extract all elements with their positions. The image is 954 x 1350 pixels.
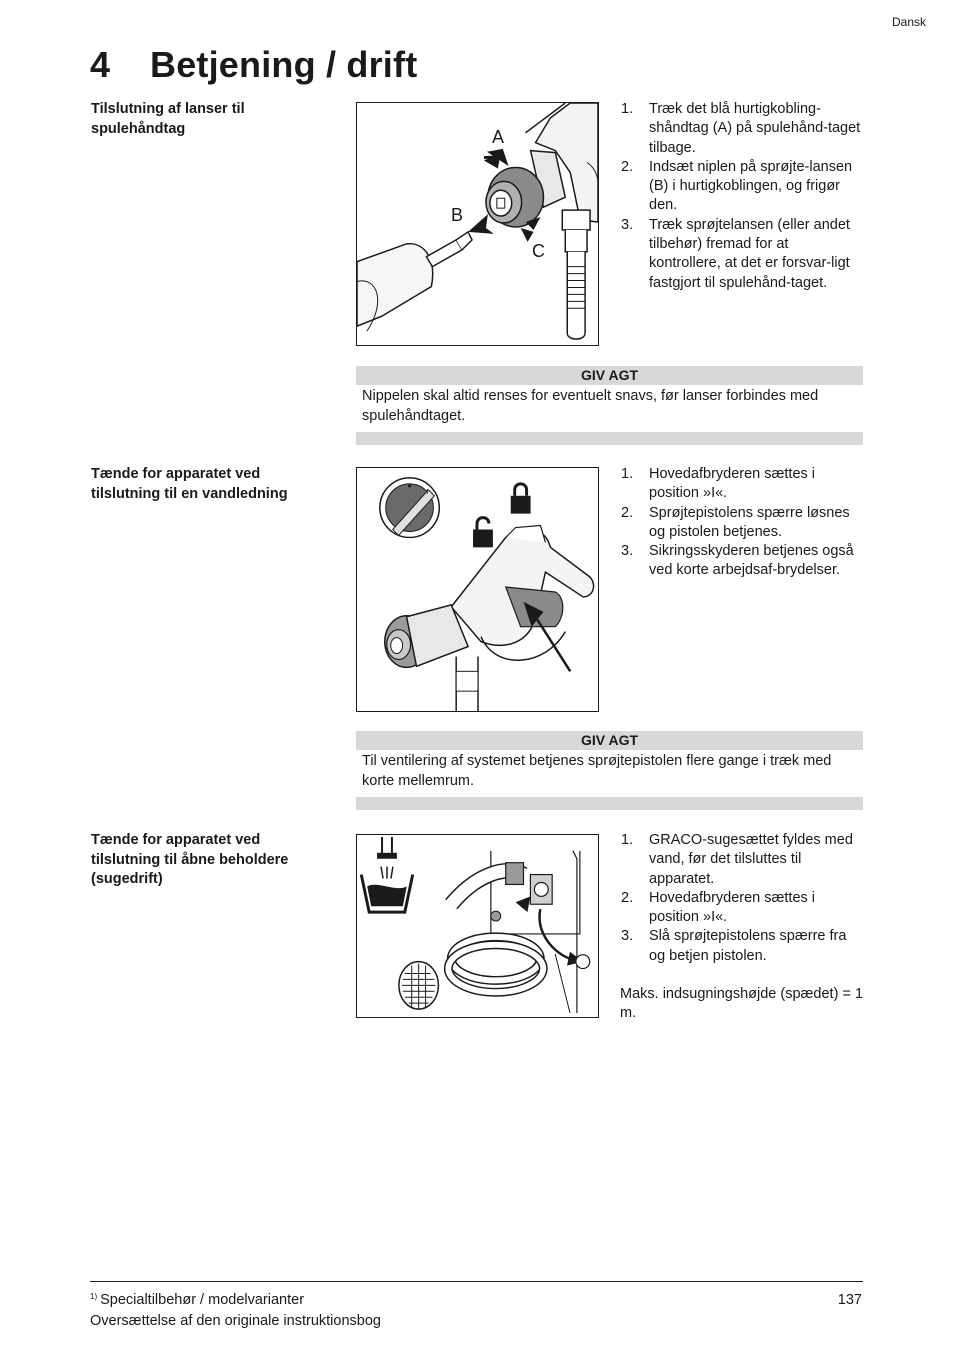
warning-box-1	[356, 366, 863, 445]
list-item: 2. Indsæt niplen på sprøjte-lansen (B) i hurtigkoblingen, og frigør den.	[621, 158, 853, 214]
figure-lance-connection	[356, 102, 599, 346]
steps-water-supply	[621, 465, 861, 581]
suction-kit-illustration	[357, 835, 598, 1017]
translation-note: Oversættelse af den originale instruktionsbog	[90, 1313, 381, 1329]
steps-lance-connection	[621, 100, 861, 293]
chapter-number: 4	[90, 44, 111, 85]
list-item: 1. GRACO-sugesættet fyldes med vand, før det tilsluttes til apparatet.	[621, 832, 853, 887]
list-item: 1. Hovedafbryderen sættes i position »I«.	[621, 466, 816, 502]
list-item: 1. Træk det blå hurtigkobling-shåndtag (A) på spulehånd-taget tilbage.	[621, 101, 861, 156]
warning-footer-bar	[356, 797, 863, 810]
warning-title: GIV AGT	[356, 366, 863, 385]
language-label: Dansk	[891, 15, 926, 29]
footnote-mark: 1)	[90, 1292, 98, 1301]
lance-coupling-illustration	[357, 103, 598, 345]
warning-text: Til ventilering af systemet betjenes sprøjtepistolen flere gange i træk med korte mellemrum.	[362, 753, 832, 789]
chapter-title-text: Betjening / drift	[150, 44, 418, 85]
section-heading-lance-connection: Tilslutning af lanser til spulehåndtag	[91, 101, 245, 137]
chapter-title	[90, 44, 417, 86]
figure-label-c: C	[532, 241, 545, 261]
list-item: 3. Slå sprøjtepistolens spærre fra og betjen pistolen.	[621, 928, 847, 964]
warning-footer-bar	[356, 432, 863, 445]
section-heading-suction-mode: Tænde for apparatet ved tilslutning til åbne beholdere (sugedrift)	[91, 832, 289, 887]
list-item: 2. Sprøjtepistolens spærre løsnes og pistolen betjenes.	[621, 504, 850, 540]
figure-label-b: B	[451, 205, 464, 225]
warning-title: GIV AGT	[356, 731, 863, 750]
figure-label-a: A	[492, 127, 505, 147]
section-heading-water-supply: Tænde for apparatet ved tilslutning til en vandledning	[91, 466, 288, 502]
steps-suction-mode	[621, 831, 861, 966]
footnote	[90, 1292, 304, 1308]
list-item: 2. Hovedafbryderen sættes i position »I«.	[621, 889, 816, 926]
list-item: 3. Sikringsskyderen betjenes også ved korte arbejdsaf-brydelser.	[621, 543, 854, 579]
warning-text: Nippelen skal altid renses for eventuelt snavs, før lanser forbindes med spulehåndtaget.	[362, 388, 819, 424]
figure-gun-operation	[356, 467, 599, 712]
list-item: 3. Træk sprøjtelansen (eller andet tilbehør) fremad for at kontrollere, at det er forsvar-ligt fastgjort til spulehånd-taget.	[621, 216, 850, 291]
page-number: 137	[837, 1292, 862, 1308]
figure-suction-mode	[356, 834, 599, 1018]
footer-divider	[90, 1281, 863, 1282]
max-suction-height-note: Maks. indsugningshøjde (spædet) = 1 m.	[620, 986, 864, 1022]
footnote-text: Specialtilbehør / modelvarianter	[100, 1292, 305, 1308]
warning-box-2	[356, 731, 863, 810]
svg-text:I: I	[426, 488, 429, 496]
spray-gun-illustration	[357, 468, 598, 711]
